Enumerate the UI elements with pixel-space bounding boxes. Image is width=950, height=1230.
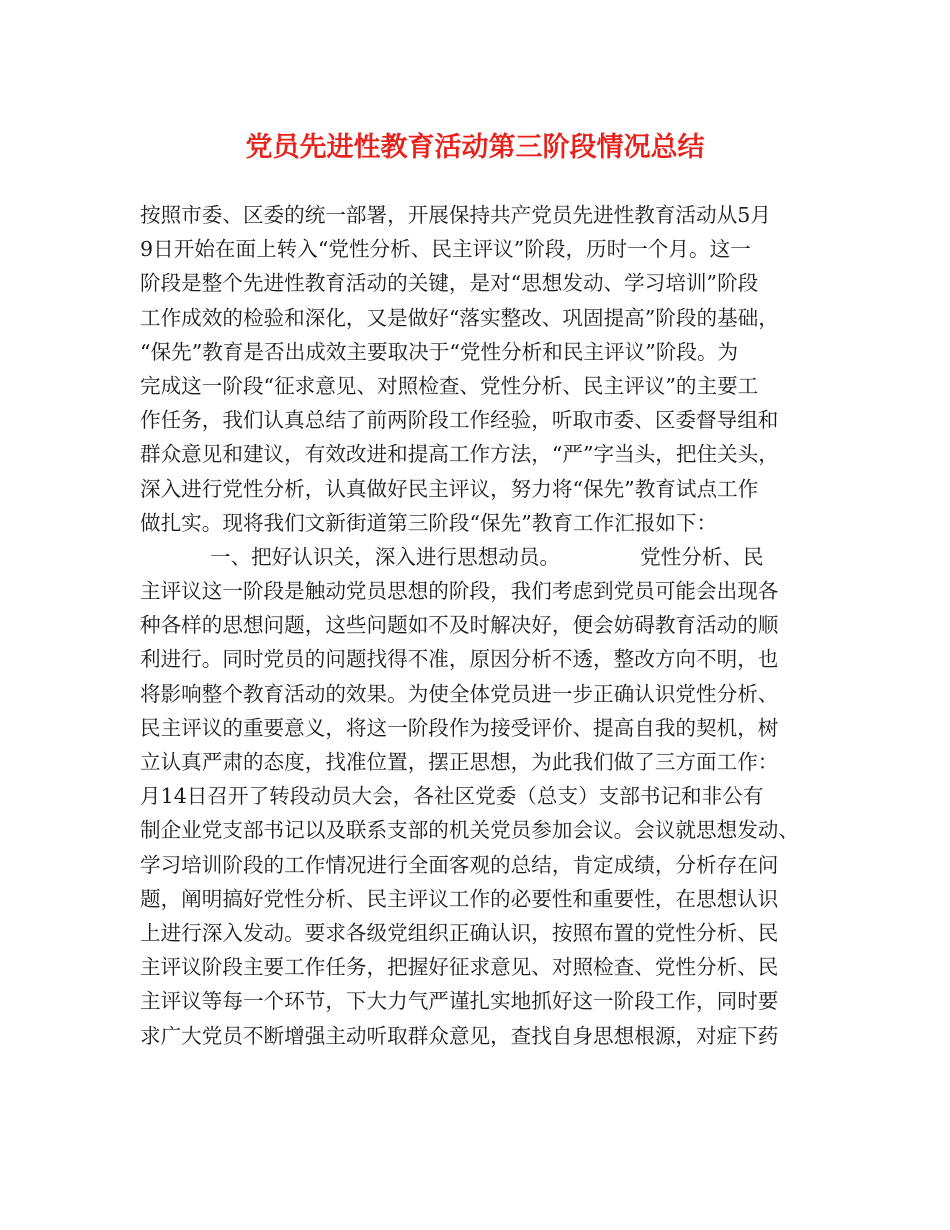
paragraph-line: 利进行。同时党员的问题找得不准，原因分析不透，整改方向不明，也	[140, 647, 779, 672]
paragraph-line: 将影响整个教育活动的效果。为使全体党员进一步正确认识党性分析、	[140, 681, 779, 706]
paragraph-line: 深入进行党性分析，认真做好民主评议，努力将“保先”教育试点工作	[140, 476, 759, 501]
paragraph-line: 做扎实。现将我们文新街道第三阶段“保先”教育工作汇报如下：	[140, 510, 718, 535]
paragraph-line: 民主评议的重要意义，将这一阶段作为接受评价、提高自我的契机，树	[140, 715, 779, 740]
section-heading: 一、把好认识关，深入进行思想动员。	[210, 544, 561, 569]
paragraph-line: 题，阐明搞好党性分析、民主评议工作的必要性和重要性，在思想认识	[140, 886, 779, 911]
paragraph-line: 主评议这一阶段是触动党员思想的阶段，我们考虑到党员可能会出现各	[140, 579, 779, 604]
paragraph-line: 9日开始在面上转入“党性分析、民主评议”阶段，历时一个月。这一	[140, 237, 751, 262]
paragraph-line: 阶段是整个先进性教育活动的关键，是对“思想发动、学习培训”阶段	[140, 271, 759, 296]
paragraph-line: 求广大党员不断增强主动听取群众意见，查找自身思想根源，对症下药	[140, 1023, 779, 1048]
paragraph-line: 按照市委、区委的统一部署，开展保持共产党员先进性教育活动从5月	[140, 203, 771, 227]
paragraph-line: 种各样的思想问题，这些问题如不及时解决好，便会妨碍教育活动的顺	[140, 613, 779, 638]
paragraph-line: 工作成效的检验和深化，又是做好“落实整改、巩固提高”阶段的基础，	[140, 305, 779, 330]
paragraph-line: 作任务，我们认真总结了前两阶段工作经验，听取市委、区委督导组和	[140, 408, 779, 433]
document-title: 党员先进性教育活动第三阶段情况总结	[245, 132, 705, 163]
paragraph-line: 完成这一阶段“征求意见、对照检查、党性分析、民主评议”的主要工	[140, 373, 759, 398]
paragraph-line: 学习培训阶段的工作情况进行全面客观的总结，肯定成绩，分析存在问	[140, 852, 779, 877]
paragraph-line: 群众意见和建议，有效改进和提高工作方法，“严”字当头，把住关头，	[140, 442, 779, 467]
paragraph-line: 月14日召开了转段动员大会，各社区党委（总支）支部书记和非公有	[140, 784, 764, 809]
paragraph-line: 制企业党支部书记以及联系支部的机关党员参加会议。会议就思想发动、	[140, 818, 799, 843]
paragraph-line: 立认真严肃的态度，找准位置，摆正思想，为此我们做了三方面工作：	[140, 750, 779, 774]
paragraph-line: 主评议等每一个环节，下大力气严谨扎实地抓好这一阶段工作，同时要	[140, 989, 779, 1014]
paragraph-line: 主评议阶段主要工作任务，把握好征求意见、对照检查、党性分析、民	[140, 955, 779, 980]
paragraph-line: 上进行深入发动。要求各级党组织正确认识，按照布置的党性分析、民	[140, 920, 779, 945]
section-heading-line	[140, 540, 830, 574]
paragraph-line: “保先”教育是否出成效主要取决于“党性分析和民主评议”阶段。为	[140, 339, 739, 364]
section-heading-tail: 党性分析、民	[640, 544, 764, 569]
document-body	[140, 198, 830, 1053]
